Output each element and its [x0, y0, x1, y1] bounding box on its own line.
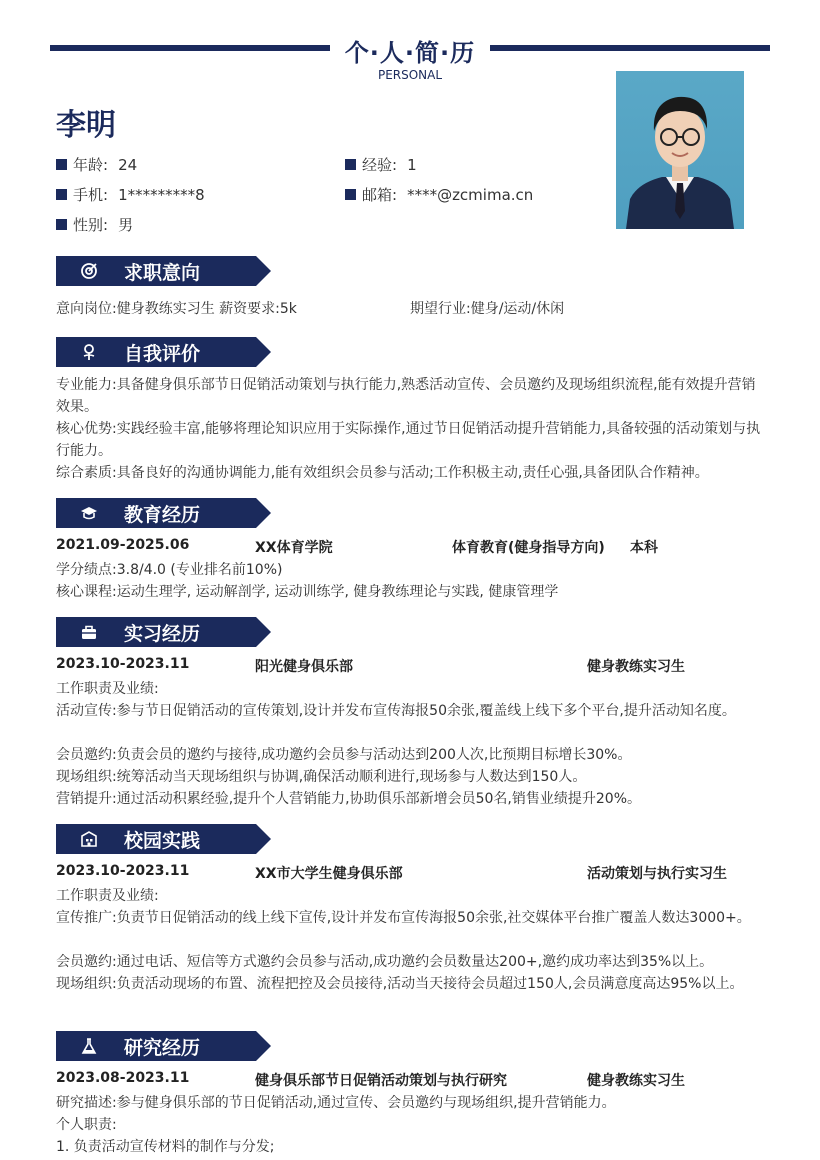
research-project: 健身俱乐部节日促销活动策划与执行研究: [255, 1073, 507, 1089]
self-eval-line: 核心优势:实践经验丰富,能够将理论知识应用于实际操作,通过节日促销活动提升营销能力,具备较强的活动策划与执行能力。: [56, 421, 761, 459]
building-icon: [80, 830, 98, 848]
campus-line: 工作职责及业绩:: [56, 888, 159, 904]
research-role: 健身教练实习生: [587, 1073, 685, 1089]
section-header-research: 研究经历: [56, 1031, 271, 1061]
edu-major: 体育教育(健身指导方向): [452, 540, 605, 556]
section-header-education: 教育经历: [56, 498, 271, 528]
portrait-illustration: [616, 71, 744, 229]
campus-role: 活动策划与执行实习生: [587, 866, 727, 882]
intern-role: 健身教练实习生: [587, 659, 685, 675]
intern-org: 阳光健身俱乐部: [255, 659, 353, 675]
edu-school: XX体育学院: [255, 540, 333, 556]
intent-industry: 期望行业:健身/运动/休闲: [410, 301, 565, 317]
info-gender: 性别: 男: [56, 214, 133, 235]
bullet-square: [345, 189, 356, 200]
intent-position: 意向岗位:健身教练实习生 薪资要求:5k: [56, 301, 297, 317]
graduation-cap-icon: [80, 504, 98, 522]
section-header-campus: 校园实践: [56, 824, 271, 854]
briefcase-icon: [80, 623, 98, 641]
research-date: 2023.08-2023.11: [56, 1070, 190, 1086]
campus-line: 会员邀约:通过电话、短信等方式邀约会员参与活动,成功邀约会员数量达200+,邀约成功率达到35%以上。: [56, 954, 714, 970]
flower-icon: [80, 343, 98, 361]
research-line: 1. 负责活动宣传材料的制作与分发;: [56, 1139, 275, 1155]
bullet-square: [345, 159, 356, 170]
info-email: 邮箱: ****@zcmima.cn: [345, 184, 533, 205]
edu-courses: 核心课程:运动生理学, 运动解剖学, 运动训练学, 健身教练理论与实践, 健康管理学: [56, 584, 559, 600]
resume-subtitle: PERSONAL: [377, 68, 443, 82]
edu-gpa: 学分绩点:3.8/4.0 (专业排名前10%): [56, 562, 283, 578]
research-line: 研究描述:参与健身俱乐部的节日促销活动,通过宣传、会员邀约与现场组织,提升营销能力。: [56, 1095, 616, 1111]
info-phone: 手机: 1*********8: [56, 184, 205, 205]
edu-degree: 本科: [630, 540, 658, 556]
section-header-intent: 求职意向: [56, 256, 271, 286]
campus-line: 宣传推广:负责节日促销活动的线上线下宣传,设计并发布宣传海报50余张,社交媒体平台推广覆盖人数达3000+。: [56, 910, 751, 926]
section-header-internship: 实习经历: [56, 617, 271, 647]
campus-org: XX市大学生健身俱乐部: [255, 866, 403, 882]
self-eval-line: 综合素质:具备良好的沟通协调能力,能有效组织会员参与活动;工作积极主动,责任心强,具备团队合作精神。: [56, 465, 709, 481]
resume-title: 个·人·简·历: [344, 39, 476, 67]
info-age: 年龄: 24: [56, 154, 137, 175]
intern-line: 现场组织:统筹活动当天现场组织与协调,确保活动顺利进行,现场参与人数达到150人。: [56, 769, 587, 785]
bullet-square: [56, 159, 67, 170]
flask-icon: [80, 1037, 98, 1055]
intern-line: 营销提升:通过活动积累经验,提升个人营销能力,协助俱乐部新增会员50名,销售业绩提升20%。: [56, 791, 641, 807]
intern-line: 活动宣传:参与节日促销活动的宣传策划,设计并发布宣传海报50余张,覆盖线上线下多个平台,提升活动知名度。: [56, 703, 736, 719]
candidate-name: 李明: [56, 108, 116, 143]
section-header-self: 自我评价: [56, 337, 271, 367]
campus-date: 2023.10-2023.11: [56, 863, 190, 879]
self-eval-line: 专业能力:具备健身俱乐部节日促销活动策划与执行能力,熟悉活动宣传、会员邀约及现场组织流程,能有效提升营销效果。: [56, 377, 756, 415]
intern-line: 会员邀约:负责会员的邀约与接待,成功邀约会员参与活动达到200人次,比预期目标增长30%。: [56, 747, 632, 763]
intern-date: 2023.10-2023.11: [56, 656, 190, 672]
profile-photo: [616, 71, 744, 229]
intern-line: 工作职责及业绩:: [56, 681, 159, 697]
research-line: 个人职责:: [56, 1117, 117, 1133]
bullet-square: [56, 219, 67, 230]
bullet-square: [56, 189, 67, 200]
edu-date: 2021.09-2025.06: [56, 537, 190, 553]
campus-line: 现场组织:负责活动现场的布置、流程把控及会员接待,活动当天接待会员超过150人,会员满意度高达95%以上。: [56, 976, 744, 992]
info-experience: 经验: 1: [345, 154, 417, 175]
target-icon: [80, 262, 98, 280]
